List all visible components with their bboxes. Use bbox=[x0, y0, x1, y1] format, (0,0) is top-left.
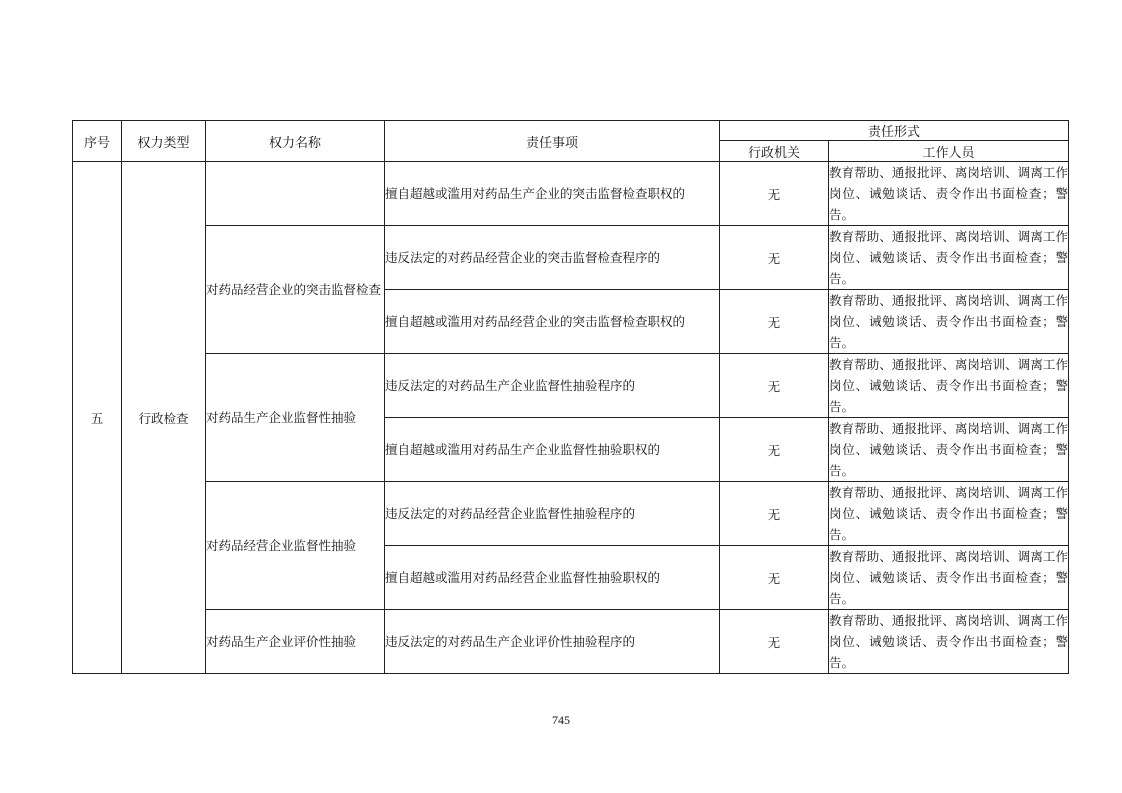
duty-cell: 擅自超越或滥用对药品经营企业监督性抽验职权的 bbox=[385, 546, 720, 610]
staff-cell: 教育帮助、通报批评、离岗培训、调离工作岗位、诫勉谈话、责令作出书面检查；警告。 bbox=[829, 482, 1069, 546]
agency-cell: 无 bbox=[720, 290, 829, 354]
page-number: 745 bbox=[552, 713, 570, 727]
power-name-cell: 对药品经营企业的突击监督检查 bbox=[206, 226, 385, 354]
header-power-type: 权力类型 bbox=[122, 121, 206, 162]
header-seq: 序号 bbox=[73, 121, 122, 162]
header-power-name: 权力名称 bbox=[206, 121, 385, 162]
table-row bbox=[73, 354, 1069, 418]
table-row bbox=[73, 482, 1069, 546]
power-name-cell bbox=[206, 162, 385, 226]
table-row bbox=[73, 162, 1069, 226]
duty-cell: 违反法定的对药品经营企业监督性抽验程序的 bbox=[385, 482, 720, 546]
staff-cell: 教育帮助、通报批评、离岗培训、调离工作岗位、诫勉谈话、责令作出书面检查；警告。 bbox=[829, 610, 1069, 674]
power-name-cell: 对药品生产企业评价性抽验 bbox=[206, 610, 385, 674]
duty-cell: 违反法定的对药品生产企业监督性抽验程序的 bbox=[385, 354, 720, 418]
staff-cell: 教育帮助、通报批评、离岗培训、调离工作岗位、诫勉谈话、责令作出书面检查；警告。 bbox=[829, 226, 1069, 290]
table-row bbox=[73, 610, 1069, 674]
header-staff: 工作人员 bbox=[829, 141, 1069, 162]
staff-cell: 教育帮助、通报批评、离岗培训、调离工作岗位、诫勉谈话、责令作出书面检查；警告。 bbox=[829, 546, 1069, 610]
header-form: 责任形式 bbox=[720, 121, 1069, 141]
agency-cell: 无 bbox=[720, 162, 829, 226]
duty-cell: 违反法定的对药品生产企业评价性抽验程序的 bbox=[385, 610, 720, 674]
agency-cell: 无 bbox=[720, 482, 829, 546]
staff-cell: 教育帮助、通报批评、离岗培训、调离工作岗位、诫勉谈话、责令作出书面检查；警告。 bbox=[829, 354, 1069, 418]
group-power-type: 行政检查 bbox=[122, 162, 206, 674]
duty-cell: 违反法定的对药品经营企业的突击监督检查程序的 bbox=[385, 226, 720, 290]
agency-cell: 无 bbox=[720, 226, 829, 290]
agency-cell: 无 bbox=[720, 546, 829, 610]
power-name-cell: 对药品经营企业监督性抽验 bbox=[206, 482, 385, 610]
staff-cell: 教育帮助、通报批评、离岗培训、调离工作岗位、诫勉谈话、责令作出书面检查；警告。 bbox=[829, 290, 1069, 354]
staff-cell: 教育帮助、通报批评、离岗培训、调离工作岗位、诫勉谈话、责令作出书面检查；警告。 bbox=[829, 418, 1069, 482]
duty-cell: 擅自超越或滥用对药品生产企业的突击监督检查职权的 bbox=[385, 162, 720, 226]
staff-cell: 教育帮助、通报批评、离岗培训、调离工作岗位、诫勉谈话、责令作出书面检查；警告。 bbox=[829, 162, 1069, 226]
duty-cell: 擅自超越或滥用对药品经营企业的突击监督检查职权的 bbox=[385, 290, 720, 354]
power-name-cell: 对药品生产企业监督性抽验 bbox=[206, 354, 385, 482]
agency-cell: 无 bbox=[720, 418, 829, 482]
group-seq: 五 bbox=[73, 162, 122, 674]
duty-cell: 擅自超越或滥用对药品生产企业监督性抽验职权的 bbox=[385, 418, 720, 482]
header-duty: 责任事项 bbox=[385, 121, 720, 162]
header-row-1 bbox=[73, 121, 1069, 141]
agency-cell: 无 bbox=[720, 610, 829, 674]
header-agency: 行政机关 bbox=[720, 141, 829, 162]
agency-cell: 无 bbox=[720, 354, 829, 418]
responsibility-table bbox=[72, 120, 1069, 674]
table-row bbox=[73, 226, 1069, 290]
